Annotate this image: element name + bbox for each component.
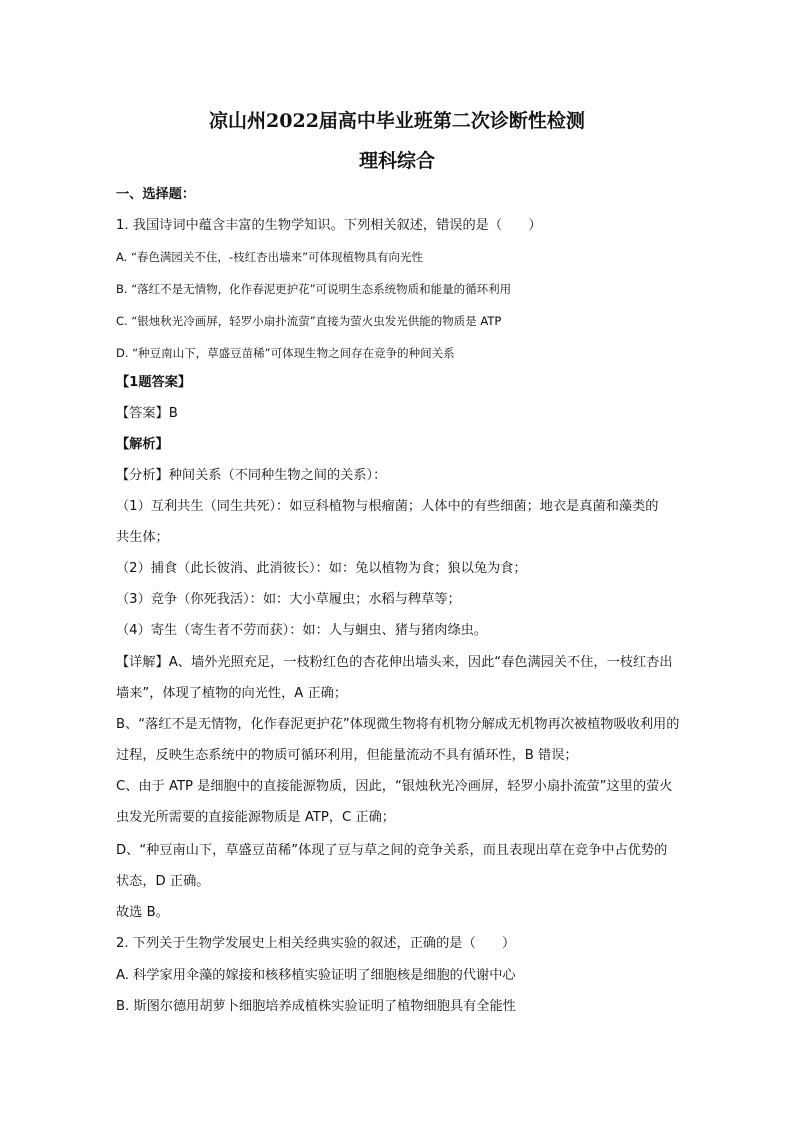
detail-c-line-2: 虫发光所需要的直接能源物质是 ATP，C 正确； <box>116 810 395 825</box>
analysis-point-3: （3）竞争（你死我活）：如：大小草履虫；水稻与稗草等； <box>116 592 461 607</box>
detail-a-line-1: 【详解】A、墙外光照充足，一枝粉红色的杏花伸出墙头来，因此“春色满园关不住，一枝红杏出 <box>116 655 673 670</box>
document-title: 凉山州2022届高中毕业班第二次诊断性检测 <box>209 110 585 132</box>
detail-c-line-1: C、由于 ATP 是细胞中的直接能源物质，因此，“银烛秋光冷画屏，轻罗小扇扑流萤”这里的萤火 <box>116 779 673 794</box>
detail-d-line-1: D、“种豆南山下，草盛豆苗稀”体现了豆与草之间的竞争关系，而且表现出草在竞争中占优势的 <box>116 843 668 858</box>
question-2-option-a: A. 科学家用伞藻的嫁接和核移植实验证明了细胞核是细胞的代谢中心 <box>116 968 516 983</box>
question-1-option-c: C. “银烛秋光冷画屏，轻罗小扇扑流萤”直接为萤火虫发光供能的物质是 ATP <box>116 314 502 328</box>
question-2-stem: 2. 下列关于生物学发展史上相关经典实验的叙述，正确的是（ ） <box>116 936 516 951</box>
analysis-point-1-continued: 共生体； <box>116 530 169 545</box>
detail-b-line-1: B、“落红不是无情物，化作春泥更护花”体现微生物将有机物分解成无机物再次被植物吸收利用的 <box>116 717 680 732</box>
analysis-point-4: （4）寄生（寄生者不劳而获）：如：人与蛔虫、猪与猪肉绦虫。 <box>116 623 488 638</box>
answer-heading: 【1题答案】 <box>116 375 192 390</box>
analysis-heading: 【解析】 <box>116 437 169 452</box>
analysis-point-1: （1）互利共生（同生共死）：如豆科植物与根瘤菌；人体中的有些细菌；地衣是真菌和藻类的 <box>116 499 659 514</box>
question-2-option-b: B. 斯图尔德用胡萝卜细胞培养成植株实验证明了植物细胞具有全能性 <box>116 999 516 1014</box>
question-1-option-b: B. “落红不是无情物，化作春泥更护花”可说明生态系统物质和能量的循环利用 <box>116 282 512 296</box>
question-1-option-d: D. “种豆南山下，草盛豆苗稀”可体现生物之间存在竞争的种间关系 <box>116 346 455 360</box>
detail-b-line-2: 过程，反映生态系统中的物质可循环利用，但能量流动不具有循环性，B 错误； <box>116 748 578 763</box>
question-1-stem: 1. 我国诗词中蕴含丰富的生物学知识。下列相关叙述，错误的是（ ） <box>116 218 542 233</box>
analysis-point-2: （2）捕食（此长彼消、此消彼长）：如：兔以植物为食；狼以兔为食； <box>116 561 527 576</box>
answer-line: 【答案】B <box>116 406 178 421</box>
analysis-intro: 【分析】种间关系（不同种生物之间的关系）： <box>116 468 387 483</box>
section-heading: 一、选择题： <box>116 187 196 202</box>
conclusion: 故选 B。 <box>116 905 169 920</box>
document-subtitle: 理科综合 <box>358 150 435 172</box>
detail-d-line-2: 状态，D 正确。 <box>116 874 210 889</box>
detail-a-line-2: 墙来”，体现了植物的向光性，A 正确； <box>116 686 348 701</box>
question-1-option-a: A. “春色满园关不住，-枝红杏出墙来”可体现植物具有向光性 <box>116 250 424 264</box>
